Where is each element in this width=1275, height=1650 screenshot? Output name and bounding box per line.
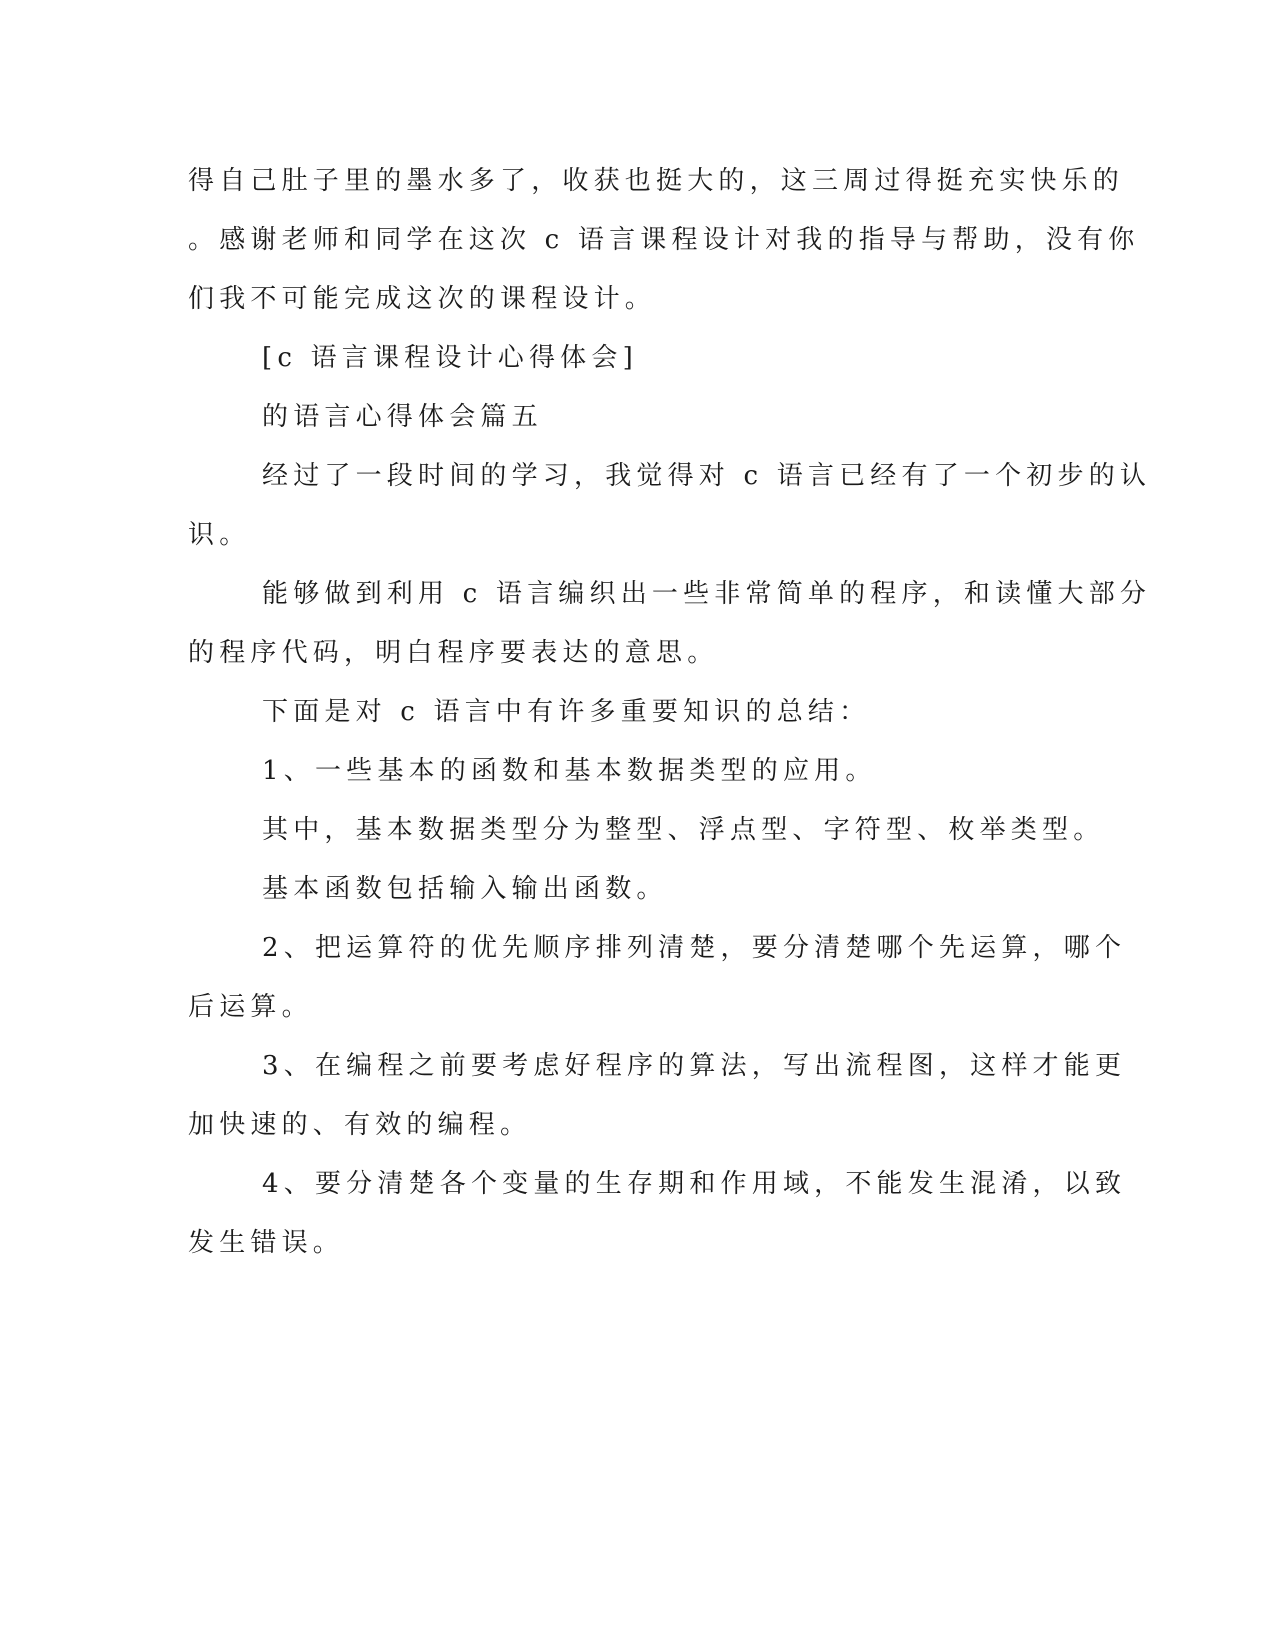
- text-line: 的程序代码，明白程序要表达的意思。: [188, 638, 719, 668]
- list-item: 2、把运算符的优先顺序排列清楚，要分清楚哪个先运算，哪个: [262, 933, 1127, 963]
- text-line: 下面是对 c 语言中有许多重要知识的总结：: [262, 697, 871, 727]
- text-line: 。感谢老师和同学在这次 c 语言课程设计对我的指导与帮助，没有你: [188, 225, 1140, 255]
- text-line: 经过了一段时间的学习，我觉得对 c 语言已经有了一个初步的认: [262, 461, 1152, 491]
- text-line: 其中，基本数据类型分为整型、浮点型、字符型、枚举类型。: [262, 815, 1105, 845]
- text-line: 识。: [188, 520, 251, 550]
- section-title: [c 语言课程设计心得体会]: [262, 343, 638, 373]
- list-item: 4、要分清楚各个变量的生存期和作用域，不能发生混淆，以致: [262, 1169, 1127, 1199]
- text-line: 发生错误。: [188, 1228, 345, 1258]
- text-line: 后运算。: [188, 992, 313, 1022]
- text-line: 加快速的、有效的编程。: [188, 1110, 532, 1140]
- text-line: 得自己肚子里的墨水多了，收获也挺大的，这三周过得挺充实快乐的: [188, 166, 1125, 196]
- text-line: 们我不可能完成这次的课程设计。: [188, 284, 657, 314]
- text-line: 能够做到利用 c 语言编织出一些非常简单的程序，和读懂大部分: [262, 579, 1152, 609]
- section-heading: 的语言心得体会篇五: [262, 402, 543, 432]
- list-item: 3、在编程之前要考虑好程序的算法，写出流程图，这样才能更: [262, 1051, 1127, 1081]
- list-item: 1、一些基本的函数和基本数据类型的应用。: [262, 756, 877, 786]
- text-line: 基本函数包括输入输出函数。: [262, 874, 668, 904]
